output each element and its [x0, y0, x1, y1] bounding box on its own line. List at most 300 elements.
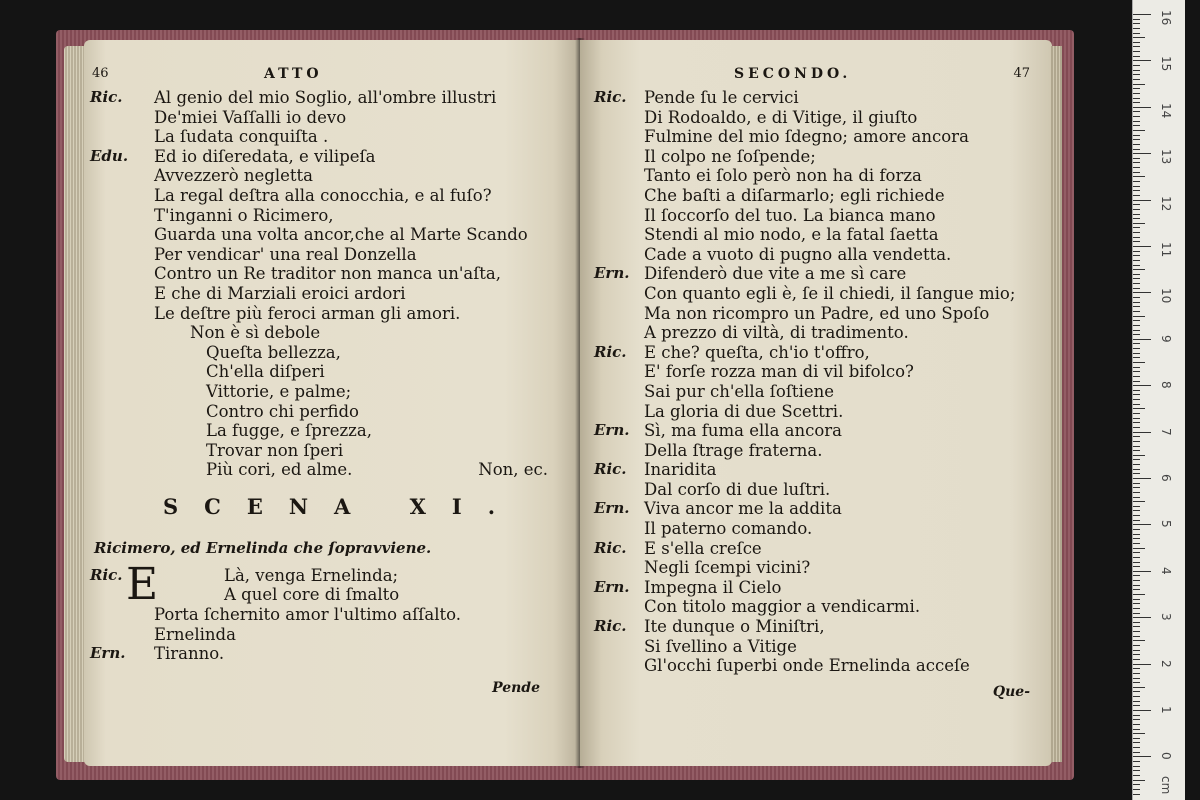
- ruler-number: 3: [1159, 613, 1173, 621]
- verse-text: Inaridita: [644, 460, 717, 480]
- verse-text: Si ſvellino a Vitige: [644, 636, 797, 656]
- ruler-tick: [1133, 56, 1140, 57]
- ruler-number: 1: [1159, 706, 1173, 714]
- ruler-tick: [1133, 107, 1151, 108]
- ruler-tick: [1133, 274, 1140, 275]
- ruler-tick: [1133, 74, 1140, 75]
- verse-text: Queſta bellezza,: [206, 342, 341, 362]
- ruler-tick: [1133, 678, 1140, 679]
- text-line: [90, 88, 570, 108]
- ruler-tick: [1133, 738, 1140, 739]
- ruler-tick: [1133, 111, 1140, 112]
- text-line: [154, 441, 570, 461]
- ruler-tick: [1133, 608, 1140, 609]
- verse-text: Cade a vuoto di pugno alla vendetta.: [644, 244, 952, 264]
- ruler-tick: [1133, 265, 1140, 266]
- ruler-tick: [1133, 42, 1140, 43]
- ruler-tick: [1133, 19, 1140, 20]
- verse-text: Per vendicar' una real Donzella: [154, 244, 417, 264]
- left-page-number: 46: [92, 66, 109, 81]
- verse-text: Tanto ei ſolo però non ha di forza: [644, 166, 922, 186]
- text-line: [594, 421, 1032, 441]
- verse-text: Ite dunque o Miniſtri,: [644, 617, 825, 637]
- verse-text: Stendi al mio nodo, e la fatal ſaetta: [644, 225, 939, 245]
- ruler-tick: [1133, 172, 1140, 173]
- ruler-tick: [1133, 492, 1140, 493]
- ruler-tick: [1133, 650, 1140, 651]
- verse-text: Trovar non ſperi: [206, 440, 344, 460]
- ruler-tick: [1133, 603, 1140, 604]
- ruler-tick: [1133, 538, 1140, 539]
- verse-text: Ernelinda: [154, 624, 236, 644]
- verse-text: Della ſtrage fraterna.: [644, 440, 823, 460]
- ruler-tick: [1133, 278, 1140, 279]
- text-line: [154, 421, 570, 441]
- ruler-tick: [1133, 181, 1140, 182]
- text-line: [154, 605, 570, 625]
- speaker-label: Ric.: [594, 460, 627, 479]
- verse-text: Pende ſu le cervici: [644, 88, 799, 107]
- ruler-tick: [1133, 455, 1145, 456]
- verse-text: Più cori, ed alme.: [206, 460, 353, 480]
- ruler-tick: [1133, 524, 1151, 525]
- ruler-tick: [1133, 529, 1140, 530]
- ruler-tick: [1133, 534, 1140, 535]
- verse-text: Tiranno.: [154, 644, 225, 664]
- text-line: [594, 127, 1032, 147]
- ruler-number: 2: [1159, 659, 1173, 668]
- ruler-tick: [1133, 478, 1151, 479]
- ruler-tick: [1133, 756, 1151, 757]
- ruler-tick: [1133, 497, 1140, 498]
- verse-text: T'inganni o Ricimero,: [154, 205, 334, 225]
- ruler-tick: [1133, 459, 1140, 460]
- ruler-tick: [1133, 501, 1145, 502]
- ruler-tick: [1133, 204, 1140, 205]
- speaker-label: Ern.: [594, 577, 630, 596]
- ruler-tick: [1133, 227, 1140, 228]
- text-line: [154, 343, 570, 363]
- verse-text: Ed io diſeredata, e vilipeſa: [154, 146, 376, 166]
- ruler-tick: [1133, 446, 1140, 447]
- ruler-tick: [1133, 404, 1140, 405]
- ruler-tick: [1133, 520, 1140, 521]
- text-line: [594, 539, 1032, 559]
- ruler-tick: [1133, 557, 1140, 558]
- verse-text: Viva ancor me la addita: [644, 499, 842, 519]
- ruler-tick: [1133, 223, 1145, 224]
- page-edges-right: [1050, 46, 1062, 762]
- ruler-tick: [1133, 394, 1140, 395]
- ruler-tick: [1133, 153, 1151, 154]
- ruler-tick: [1133, 784, 1140, 785]
- ruler-tick: [1133, 98, 1140, 99]
- measuring-ruler: [1132, 0, 1185, 800]
- ruler-tick: [1133, 408, 1145, 409]
- speaker-label: Ric.: [90, 88, 123, 106]
- ruler-tick: [1133, 232, 1140, 233]
- ruler-tick: [1133, 292, 1151, 293]
- text-line: [594, 108, 1032, 128]
- ruler-tick: [1133, 214, 1140, 215]
- ruler-tick: [1133, 288, 1140, 289]
- text-line: [594, 519, 1032, 539]
- ruler-tick: [1133, 552, 1140, 553]
- page-edges-left: [64, 46, 86, 762]
- text-line: [594, 264, 1032, 284]
- speaker-label: Edu.: [90, 146, 129, 165]
- text-line: [154, 362, 570, 382]
- left-page: [84, 40, 580, 766]
- ruler-tick: [1133, 23, 1140, 24]
- text-line: [594, 323, 1032, 343]
- ruler-tick: [1133, 367, 1140, 368]
- verse-text: A prezzo di viltà, di tradimento.: [644, 323, 909, 343]
- right-text-block: [594, 88, 1032, 676]
- ruler-tick: [1133, 51, 1140, 52]
- ruler-number: 10: [1159, 288, 1173, 304]
- ruler-tick: [1133, 144, 1140, 145]
- verse-text: Dal corſo di due luſtri.: [644, 479, 831, 499]
- text-line: [154, 245, 570, 265]
- ruler-tick: [1133, 376, 1140, 377]
- ruler-number: 6: [1159, 474, 1173, 482]
- ruler-tick: [1133, 149, 1140, 150]
- ruler-tick: [1133, 121, 1140, 122]
- ruler-tick: [1133, 311, 1140, 312]
- verse-text: Con titolo maggior a vendicarmi.: [644, 597, 921, 617]
- ruler-tick: [1133, 357, 1140, 358]
- ruler-number: 13: [1159, 149, 1173, 165]
- ruler-tick: [1133, 654, 1140, 655]
- ruler-tick: [1133, 710, 1151, 711]
- ruler-tick: [1133, 255, 1140, 256]
- ruler-tick: [1133, 84, 1145, 85]
- verse-text: Di Rodoaldo, e di Vitige, il giuſto: [644, 107, 918, 127]
- ruler-tick: [1133, 427, 1140, 428]
- text-line: [154, 264, 570, 284]
- text-line: [594, 225, 1032, 245]
- ruler-tick: [1133, 330, 1140, 331]
- text-line: [594, 245, 1032, 265]
- text-line: [594, 284, 1032, 304]
- ruler-tick: [1133, 283, 1140, 284]
- verse-text: La regal deſtra alla conocchia, e al fuſo?: [154, 185, 492, 205]
- verse-text: Il ſoccorſo del tuo. La bianca mano: [644, 205, 936, 225]
- ruler-tick: [1133, 696, 1140, 697]
- ruler-tick: [1133, 780, 1145, 781]
- ruler-tick: [1133, 543, 1140, 544]
- ruler-tick: [1133, 260, 1140, 261]
- ruler-tick: [1133, 626, 1140, 627]
- ruler-tick: [1133, 241, 1140, 242]
- ruler-tick: [1133, 613, 1140, 614]
- ruler-number: 8: [1159, 381, 1173, 389]
- verse-text: Il colpo ne ſoſpende;: [644, 146, 816, 166]
- ruler-tick: [1133, 562, 1140, 563]
- ruler-tick: [1133, 436, 1140, 437]
- text-line: [594, 343, 1032, 363]
- text-line: [594, 656, 1032, 676]
- ruler-tick: [1133, 747, 1140, 748]
- ruler-tick: [1133, 385, 1151, 386]
- speaker-label: Ern.: [90, 644, 126, 663]
- ruler-tick: [1133, 186, 1140, 187]
- ruler-tick: [1133, 682, 1140, 683]
- speaker-label: Ern.: [594, 499, 630, 518]
- verse-text: Porta ſchernito amor l'ultimo aſſalto.: [154, 605, 461, 625]
- ruler-tick: [1133, 594, 1145, 595]
- verse-text: Non è sì debole: [190, 323, 321, 343]
- ruler-tick: [1133, 715, 1140, 716]
- ruler-tick: [1133, 701, 1140, 702]
- text-line: [594, 578, 1032, 598]
- left-text-block: [90, 88, 570, 480]
- verse-text: Guarda una volta ancor,che al Marte Scando: [154, 225, 528, 245]
- verse-text: Contro chi perfido: [206, 401, 359, 421]
- scene-text-block: [90, 558, 570, 664]
- ruler-tick: [1133, 636, 1140, 637]
- text-line: [154, 108, 570, 128]
- text-line: [594, 558, 1032, 578]
- text-line: [594, 460, 1032, 480]
- ruler-tick: [1133, 413, 1140, 414]
- verse-text: Gl'occhi ſuperbi onde Ernelinda acceſe: [644, 656, 970, 676]
- right-page-number: 47: [1013, 66, 1030, 81]
- ruler-tick: [1133, 766, 1140, 767]
- ruler-tick: [1133, 742, 1140, 743]
- ruler-tick: [1133, 139, 1140, 140]
- ruler-tick: [1133, 729, 1140, 730]
- ruler-tick: [1133, 687, 1145, 688]
- ruler-tick: [1133, 320, 1140, 321]
- text-line: [154, 402, 570, 422]
- ruler-tick: [1133, 60, 1151, 61]
- verse-text: Contro un Re traditor non manca un'aſta,: [154, 264, 502, 284]
- ruler-tick: [1133, 691, 1140, 692]
- left-running-head: ATTO: [264, 66, 323, 82]
- ruler-tick: [1133, 617, 1151, 618]
- ruler-tick: [1133, 794, 1140, 795]
- ruler-number: 0: [1159, 752, 1173, 761]
- ruler-tick: [1133, 664, 1151, 665]
- ruler-tick: [1133, 371, 1140, 372]
- aria-cue: Non, ec.: [478, 460, 548, 480]
- text-line: [594, 206, 1032, 226]
- ruler-tick: [1133, 158, 1140, 159]
- verse-text: Le deſtre più feroci arman gli amori.: [154, 303, 461, 323]
- ruler-tick: [1133, 381, 1140, 382]
- ruler-unit: cm: [1159, 776, 1173, 795]
- text-line: [154, 304, 570, 324]
- ruler-tick: [1133, 162, 1140, 163]
- ruler-tick: [1133, 130, 1145, 131]
- ruler-tick: [1133, 473, 1140, 474]
- ruler-number: 16: [1159, 10, 1173, 26]
- ruler-tick: [1133, 93, 1140, 94]
- ruler-tick: [1133, 195, 1140, 196]
- ruler-tick: [1133, 575, 1140, 576]
- left-catchword: Pende: [492, 680, 540, 696]
- ruler-tick: [1133, 269, 1145, 270]
- ruler-tick: [1133, 348, 1140, 349]
- ruler-tick: [1133, 176, 1145, 177]
- ruler-tick: [1133, 510, 1140, 511]
- ruler-number: 12: [1159, 195, 1173, 211]
- ruler-tick: [1133, 339, 1151, 340]
- text-line: [154, 284, 570, 304]
- text-line: [594, 402, 1032, 422]
- text-line: [154, 585, 570, 605]
- ruler-number: 11: [1159, 242, 1173, 258]
- text-line: [90, 146, 570, 167]
- ruler-tick: [1133, 645, 1140, 646]
- ruler-tick: [1133, 399, 1140, 400]
- ruler-tick: [1133, 135, 1140, 136]
- verse-text: Con quanto egli è, ſe il chiedi, il ſangue mio;: [644, 283, 1016, 303]
- ruler-tick: [1133, 566, 1140, 567]
- verse-text: E s'ella creſce: [644, 538, 762, 558]
- ruler-tick: [1133, 733, 1145, 734]
- ruler-tick: [1133, 599, 1140, 600]
- ruler-number: 9: [1159, 334, 1173, 343]
- ruler-number: 4: [1159, 566, 1173, 575]
- ruler-tick: [1133, 506, 1140, 507]
- verse-text: E che di Marziali eroici ardori: [154, 283, 406, 303]
- text-line: [154, 206, 570, 226]
- ruler-tick: [1133, 246, 1151, 247]
- verse-text: Impegna il Cielo: [644, 577, 782, 597]
- ruler-tick: [1133, 515, 1140, 516]
- ruler-tick: [1133, 334, 1140, 335]
- text-line: [594, 637, 1032, 657]
- verse-text: Avvezzerò negletta: [154, 166, 313, 186]
- ruler-tick: [1133, 65, 1140, 66]
- ruler-tick: [1133, 548, 1145, 549]
- text-line: [594, 362, 1032, 382]
- verse-text: E che? queſta, ch'io t'offro,: [644, 342, 870, 362]
- speaker-label: Ric.: [90, 565, 123, 584]
- ruler-tick: [1133, 88, 1140, 89]
- verse-text: Sai pur ch'ella ſoſtiene: [644, 381, 834, 401]
- ruler-tick: [1133, 432, 1151, 433]
- text-line: [154, 127, 570, 147]
- ruler-tick: [1133, 251, 1140, 252]
- verse-text: Vittorie, e palme;: [206, 381, 352, 401]
- ruler-tick: [1133, 306, 1140, 307]
- ruler-tick: [1133, 79, 1140, 80]
- ruler-tick: [1133, 102, 1140, 103]
- verse-text: Ch'ella diſperi: [206, 362, 325, 382]
- text-line: [90, 565, 570, 586]
- verse-text: Negli ſcempi vicini?: [644, 558, 811, 578]
- ruler-tick: [1133, 37, 1145, 38]
- ruler-tick: [1133, 719, 1140, 720]
- ruler-tick: [1133, 464, 1140, 465]
- right-page: [580, 40, 1052, 766]
- ruler-tick: [1133, 469, 1140, 470]
- ruler-tick: [1133, 302, 1140, 303]
- verse-text: De'miei Vaſſalli io devo: [154, 107, 347, 127]
- text-line: [594, 617, 1032, 637]
- scene-title: SCENA XI.: [162, 493, 522, 519]
- drop-capital: E: [126, 558, 159, 610]
- right-catchword: Que-: [992, 684, 1030, 700]
- speaker-label: Ric.: [594, 617, 627, 636]
- verse-text: Che baſti a diſarmarlo; egli richiede: [644, 185, 945, 205]
- scene-description: Ricimero, ed Ernelinda che ſopravviene.: [94, 538, 432, 557]
- text-line: [90, 644, 570, 664]
- ruler-tick: [1133, 218, 1140, 219]
- ruler-tick: [1133, 673, 1140, 674]
- ruler-tick: [1133, 46, 1140, 47]
- speaker-label: Ric.: [594, 538, 627, 557]
- verse-text: La ſudata conquiſta .: [154, 127, 329, 147]
- text-line: [154, 460, 570, 480]
- ruler-tick: [1133, 441, 1140, 442]
- ruler-tick: [1133, 668, 1140, 669]
- ruler-tick: [1133, 297, 1140, 298]
- ruler-number: 14: [1159, 102, 1173, 119]
- ruler-tick: [1133, 190, 1140, 191]
- text-line: [154, 186, 570, 206]
- ruler-tick: [1133, 724, 1140, 725]
- right-page-header: [594, 66, 1032, 88]
- ruler-tick: [1133, 585, 1140, 586]
- ruler-tick: [1133, 353, 1140, 354]
- text-line: [594, 88, 1032, 108]
- ruler-tick: [1133, 761, 1140, 762]
- verse-text: Fulmine del mio ſdegno; amore ancora: [644, 127, 969, 147]
- verse-text: La fugge, e ſprezza,: [206, 421, 372, 441]
- text-line: [594, 441, 1032, 461]
- ruler-tick: [1133, 362, 1145, 363]
- ruler-tick: [1133, 789, 1140, 790]
- verse-text: Al genio del mio Soglio, all'ombre illustri: [154, 88, 497, 107]
- ruler-tick: [1133, 325, 1140, 326]
- ruler-tick: [1133, 422, 1140, 423]
- text-line: [594, 304, 1032, 324]
- text-line: [594, 147, 1032, 167]
- ruler-tick: [1133, 775, 1140, 776]
- ruler-tick: [1133, 483, 1140, 484]
- text-line: [154, 323, 570, 343]
- right-running-head: SECONDO.: [734, 66, 852, 82]
- verse-text: Il paterno comando.: [644, 519, 813, 539]
- ruler-tick: [1133, 640, 1145, 641]
- speaker-label: Ern.: [594, 421, 630, 440]
- ruler-tick: [1133, 167, 1140, 168]
- text-line: [594, 166, 1032, 186]
- verse-text: A quel core di ſmalto: [224, 585, 400, 605]
- ruler-tick: [1133, 390, 1140, 391]
- ruler-tick: [1133, 33, 1140, 34]
- verse-text: Difenderò due vite a me sì care: [644, 264, 907, 284]
- ruler-tick: [1133, 580, 1140, 581]
- ruler-number: 5: [1159, 520, 1173, 529]
- verse-text: E' forſe rozza man di vil bifolco?: [644, 362, 914, 382]
- ruler-tick: [1133, 589, 1140, 590]
- ruler-tick: [1133, 450, 1140, 451]
- ruler-tick: [1133, 237, 1140, 238]
- ruler-tick: [1133, 70, 1140, 71]
- text-line: [154, 382, 570, 402]
- ruler-tick: [1133, 28, 1140, 29]
- ruler-tick: [1133, 125, 1140, 126]
- text-line: [154, 225, 570, 245]
- text-line: [154, 625, 570, 645]
- verse-text: Sì, ma fuma ella ancora: [644, 421, 843, 441]
